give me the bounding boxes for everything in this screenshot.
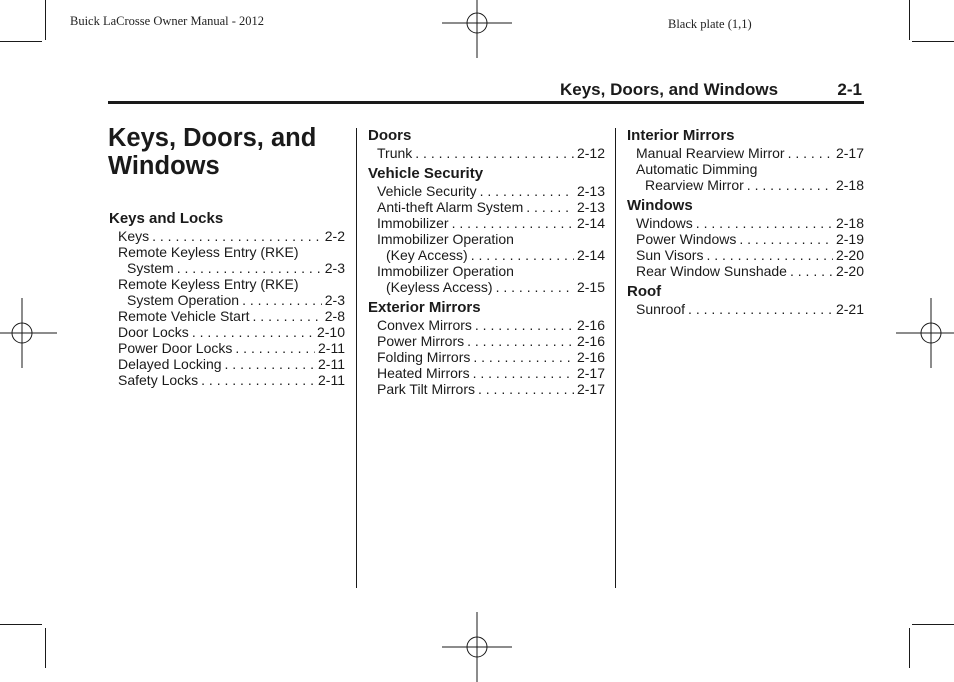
toc-entry-page: 2-20 <box>835 247 864 263</box>
dot-leader <box>788 145 833 161</box>
toc-section-heading[interactable]: Interior Mirrors <box>627 127 735 144</box>
registration-mark-left <box>0 298 57 368</box>
toc-entry[interactable] <box>109 324 345 340</box>
toc-entry-title-line: Manual Rearview Mirror <box>636 145 785 161</box>
toc-entry[interactable] <box>627 215 864 231</box>
dot-leader <box>790 263 833 279</box>
toc-entry[interactable] <box>109 228 345 244</box>
dot-leader <box>475 317 574 333</box>
toc-entry-page: 2-18 <box>835 215 864 231</box>
toc-entry-page: 2-16 <box>576 349 605 365</box>
dot-leader <box>696 215 833 231</box>
dot-leader <box>480 183 574 199</box>
toc-entry-title-line: Anti-theft Alarm System <box>377 199 524 215</box>
column-divider <box>615 128 616 588</box>
toc-entry-page: 2-17 <box>576 365 605 381</box>
toc-entry-page: 2-3 <box>324 260 345 276</box>
toc-entry-page: 2-18 <box>835 177 864 193</box>
toc-entry-title-line: Rearview Mirror <box>645 177 744 193</box>
toc-entry-title-line: Immobilizer Operation <box>377 263 514 279</box>
toc-entry-title-line: Power Windows <box>636 231 737 247</box>
toc-entry-title-line: Remote Vehicle Start <box>118 308 250 324</box>
toc-entry-page: 2-19 <box>835 231 864 247</box>
toc-entry-page: 2-14 <box>576 215 605 231</box>
toc-entry-page: 2-11 <box>318 340 345 356</box>
toc-entry-page: 2-17 <box>835 145 864 161</box>
toc-entry[interactable] <box>627 145 864 161</box>
toc-entry[interactable] <box>109 372 345 388</box>
toc-entry-title-line: Safety Locks <box>118 372 199 388</box>
toc-entry-title-line: (Key Access) <box>386 247 468 263</box>
dot-leader <box>415 145 574 161</box>
toc-section-heading[interactable]: Exterior Mirrors <box>368 299 481 316</box>
toc-entry[interactable] <box>627 263 864 279</box>
toc-entry-page: 2-3 <box>324 292 345 308</box>
toc-entry[interactable] <box>368 263 605 295</box>
toc-entry-title-line: Windows <box>636 215 693 231</box>
dot-leader <box>473 349 574 365</box>
toc-section-roof <box>627 283 864 317</box>
registration-mark-top <box>442 0 512 58</box>
toc-entry-page: 2-8 <box>324 308 345 324</box>
toc-entry-page: 2-13 <box>576 199 605 215</box>
dot-leader <box>467 333 574 349</box>
toc-entry[interactable] <box>109 356 345 372</box>
dot-leader <box>473 365 574 381</box>
toc-entry[interactable] <box>368 381 605 397</box>
toc-entry-title-line: Keys <box>118 228 150 244</box>
toc-column-2 <box>368 127 605 401</box>
printer-info-right: Black plate (1,1) <box>668 17 752 31</box>
toc-entry[interactable] <box>627 231 864 247</box>
toc-entry-title-line: Door Locks <box>118 324 189 340</box>
toc-entry-title-line: Convex Mirrors <box>377 317 472 333</box>
toc-entry-page: 2-2 <box>324 228 345 244</box>
dot-leader <box>688 301 833 317</box>
dot-leader <box>452 215 574 231</box>
toc-section-vehicle-security <box>368 165 605 295</box>
toc-entry-page: 2-10 <box>316 324 345 340</box>
toc-section-heading[interactable]: Roof <box>627 283 662 300</box>
dot-leader <box>177 260 322 276</box>
toc-entry[interactable] <box>627 161 864 193</box>
dot-leader <box>242 292 322 308</box>
toc-entry-title-line: Trunk <box>377 145 413 161</box>
toc-section-heading[interactable]: Keys and Locks <box>109 210 224 227</box>
toc-entry-title-line: Sun Visors <box>636 247 704 263</box>
toc-entry-page: 2-20 <box>835 263 864 279</box>
dot-leader <box>192 324 314 340</box>
column-divider <box>356 128 357 588</box>
toc-section-keys-and-locks <box>109 210 345 388</box>
toc-section-heading[interactable]: Vehicle Security <box>368 165 484 182</box>
toc-entry-page: 2-14 <box>576 247 605 263</box>
toc-column-1 <box>109 210 345 392</box>
toc-section-doors <box>368 127 605 161</box>
toc-section-heading[interactable]: Windows <box>627 197 693 214</box>
toc-entry[interactable] <box>109 308 345 324</box>
toc-entry-page: 2-12 <box>576 145 605 161</box>
toc-entry-title-line: Immobilizer Operation <box>377 231 514 247</box>
toc-entry[interactable] <box>627 247 864 263</box>
dot-leader <box>253 308 322 324</box>
page-number: 2-1 <box>837 80 862 99</box>
toc-entry-page: 2-13 <box>576 183 605 199</box>
toc-entry-title-line: Park Tilt Mirrors <box>377 381 475 397</box>
printer-info-left: Buick LaCrosse Owner Manual - 2012 <box>70 14 265 28</box>
toc-entry-title-line: Remote Keyless Entry (RKE) <box>118 276 299 292</box>
toc-entry-title-line: Sunroof <box>636 301 686 317</box>
header-rule <box>108 101 864 104</box>
toc-entry-title-line: Automatic Dimming <box>636 161 758 177</box>
toc-entry[interactable] <box>368 349 605 365</box>
toc-entry[interactable] <box>368 145 605 161</box>
toc-entry-title-line: Rear Window Sunshade <box>636 263 787 279</box>
toc-entry[interactable] <box>368 231 605 263</box>
toc-entry[interactable] <box>109 340 345 356</box>
toc-entry[interactable] <box>109 276 345 308</box>
toc-entry-title-line: Power Door Locks <box>118 340 233 356</box>
toc-entry[interactable] <box>368 215 605 231</box>
toc-entry-title-line: Power Mirrors <box>377 333 465 349</box>
toc-entry-title-line: Delayed Locking <box>118 356 222 372</box>
dot-leader <box>225 356 316 372</box>
toc-entry[interactable] <box>368 317 605 333</box>
toc-entry-title-line: Folding Mirrors <box>377 349 471 365</box>
chapter-title: Keys, Doors, and Windows <box>108 124 317 180</box>
toc-column-3 <box>627 127 864 321</box>
dot-leader <box>526 199 574 215</box>
toc-section-windows <box>627 197 864 279</box>
toc-entry-page: 2-16 <box>576 333 605 349</box>
toc-entry-page: 2-16 <box>576 317 605 333</box>
dot-leader <box>747 177 833 193</box>
toc-entry-title-line: System Operation <box>127 292 240 308</box>
running-header-title: Keys, Doors, and Windows <box>560 80 779 99</box>
registration-mark-right <box>896 298 954 368</box>
toc-entry-title-line: Immobilizer <box>377 215 449 231</box>
toc-entry-page: 2-17 <box>576 381 605 397</box>
dot-leader <box>235 340 315 356</box>
dot-leader <box>739 231 833 247</box>
dot-leader <box>478 381 574 397</box>
toc-entry-title-line: System <box>127 260 174 276</box>
toc-entry[interactable] <box>368 183 605 199</box>
toc-entry-title-line: Heated Mirrors <box>377 365 470 381</box>
toc-entry-page: 2-15 <box>576 279 605 295</box>
dot-leader <box>496 279 574 295</box>
toc-entry[interactable] <box>368 365 605 381</box>
registration-mark-bottom <box>442 612 512 682</box>
toc-section-interior-mirrors <box>627 127 864 193</box>
toc-entry[interactable] <box>109 244 345 276</box>
dot-leader <box>152 228 322 244</box>
toc-entry-page: 2-21 <box>835 301 864 317</box>
toc-section-exterior-mirrors <box>368 299 605 397</box>
toc-entry-page: 2-11 <box>318 372 345 388</box>
toc-entry[interactable] <box>368 333 605 349</box>
toc-entry[interactable] <box>368 199 605 215</box>
toc-entry-title-line: Vehicle Security <box>377 183 477 199</box>
toc-entry-title-line: Remote Keyless Entry (RKE) <box>118 244 299 260</box>
dot-leader <box>706 247 833 263</box>
dot-leader <box>471 247 574 263</box>
dot-leader <box>201 372 315 388</box>
toc-section-heading[interactable]: Doors <box>368 127 412 144</box>
toc-entry[interactable] <box>627 301 864 317</box>
toc-entry-title-line: (Keyless Access) <box>386 279 493 295</box>
toc-entry-page: 2-11 <box>318 356 345 372</box>
